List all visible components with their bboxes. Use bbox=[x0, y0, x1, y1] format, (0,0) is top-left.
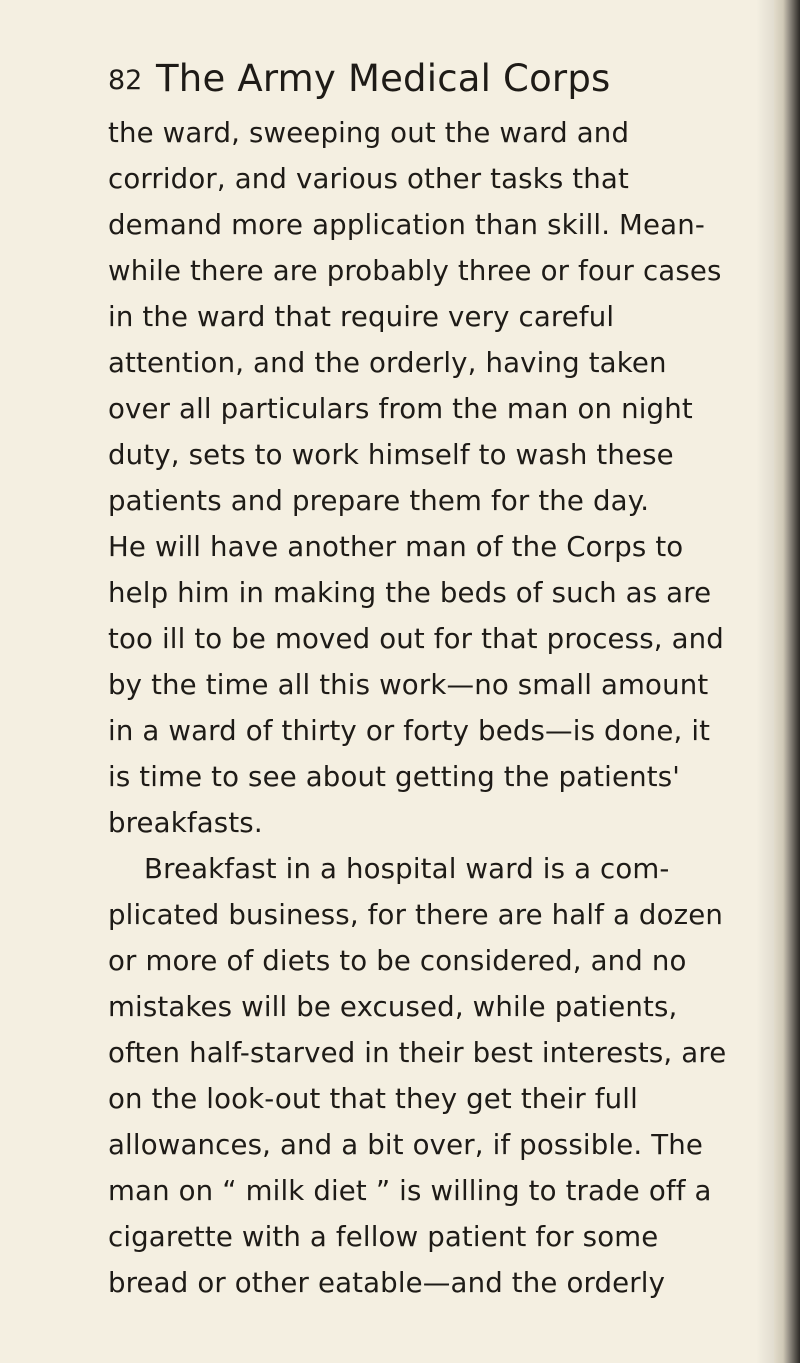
text-line: by the time all this work—no small amount bbox=[108, 668, 709, 701]
text-line: on the look-out that they get their full bbox=[108, 1082, 638, 1115]
text-line: He will have another man of the Corps to bbox=[108, 530, 684, 563]
text-line: patients and prepare them for the day. bbox=[108, 484, 650, 517]
text-line: often half-starved in their best interests, are bbox=[108, 1036, 727, 1069]
text-line: too ill to be moved out for that process, and bbox=[108, 622, 724, 655]
text-line: Breakfast in a hospital ward is a com- bbox=[144, 852, 670, 885]
running-title: The Army Medical Corps bbox=[156, 57, 611, 100]
text-line: attention, and the orderly, having taken bbox=[108, 346, 667, 379]
text-line: help him in making the beds of such as are bbox=[108, 576, 712, 609]
text-line: plicated business, for there are half a dozen bbox=[108, 898, 724, 931]
text-line: duty, sets to work himself to wash these bbox=[108, 438, 674, 471]
text-line: the ward, sweeping out the ward and bbox=[108, 116, 630, 149]
text-line: is time to see about getting the patients' bbox=[108, 760, 680, 793]
text-line: allowances, and a bit over, if possible. The bbox=[108, 1128, 703, 1161]
body-text bbox=[108, 110, 800, 1306]
text-line: over all particulars from the man on night bbox=[108, 392, 693, 425]
page-gutter-shadow bbox=[756, 0, 774, 1363]
text-line: bread or other eatable—and the orderly bbox=[108, 1266, 666, 1299]
page-number: 82 bbox=[108, 65, 143, 96]
text-line: man on “ milk diet ” is willing to trade off a bbox=[108, 1174, 712, 1207]
text-line: demand more application than skill. Mean- bbox=[108, 208, 705, 241]
text-line: mistakes will be excused, while patients, bbox=[108, 990, 678, 1023]
text-line: or more of diets to be considered, and no bbox=[108, 944, 687, 977]
text-line: corridor, and various other tasks that bbox=[108, 162, 629, 195]
text-line: breakfasts. bbox=[108, 806, 263, 839]
text-line: in the ward that require very careful bbox=[108, 300, 615, 333]
page-header bbox=[108, 58, 748, 102]
text-line: cigarette with a fellow patient for some bbox=[108, 1220, 659, 1253]
text-line: in a ward of thirty or forty beds—is done, it bbox=[108, 714, 711, 747]
text-line: while there are probably three or four cases bbox=[108, 254, 722, 287]
page-gutter bbox=[774, 0, 800, 1363]
